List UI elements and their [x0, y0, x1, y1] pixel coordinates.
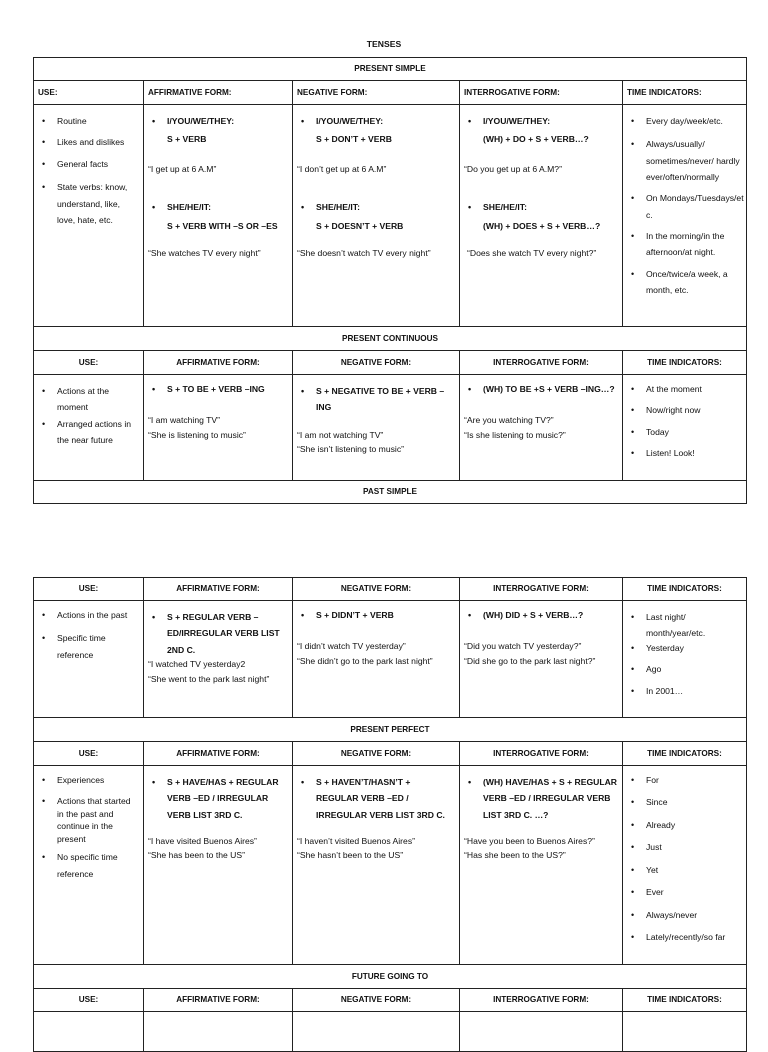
present-perfect-interrogative-cell	[460, 766, 623, 965]
present-continuous-use-cell	[34, 375, 144, 481]
past-simple-negative-cell	[293, 601, 460, 718]
future-going-to-affirmative-cell	[144, 1012, 293, 1052]
example-sentence: “She doesn’t watch TV every night”	[297, 248, 431, 259]
subject-label: • I/YOU/WE/THEY:	[464, 115, 618, 127]
page-title: TENSES	[366, 39, 402, 49]
list-item: • Actions at the moment	[38, 383, 139, 416]
present-perfect-use-cell	[34, 766, 144, 965]
header-time-indicators: TIME INDICATORS:	[623, 81, 747, 105]
present-continuous-interrogative-cell	[460, 375, 623, 481]
header-interrogative: INTERROGATIVE FORM:	[460, 989, 623, 1012]
list-item: • Actions in the past	[38, 609, 139, 621]
present-simple-affirmative-cell	[144, 105, 293, 327]
list-item: • Since	[627, 796, 742, 808]
future-going-to-interrogative-cell	[460, 1012, 623, 1052]
form-formula: • S + NEGATIVE TO BE + VERB –ING	[297, 383, 455, 416]
past-simple-use-cell	[34, 601, 144, 718]
example-sentence: “I am watching TV”	[148, 415, 220, 426]
header-affirmative: AFFIRMATIVE FORM:	[144, 351, 293, 375]
section-present-simple: PRESENT SIMPLE	[34, 58, 747, 81]
example-sentence: “She is listening to music”	[148, 429, 246, 440]
section-past-simple: PAST SIMPLE	[34, 481, 747, 504]
form-formula: S + VERB WITH –S OR –ES	[167, 220, 278, 231]
header-time-indicators: TIME INDICATORS:	[623, 742, 747, 766]
list-item: • Lately/recently/so far	[627, 931, 742, 943]
example-sentence: “Did you watch TV yesterday?”	[464, 641, 582, 652]
list-item: • Always/never	[627, 909, 742, 921]
list-item: • General facts	[38, 158, 139, 170]
present-simple-interrogative-cell	[460, 105, 623, 327]
example-sentence: “She isn’t listening to music”	[297, 444, 404, 455]
header-negative: NEGATIVE FORM:	[293, 81, 460, 105]
list-item: • Listen! Look!	[627, 447, 742, 459]
example-sentence: “Are you watching TV?”	[464, 415, 554, 426]
example-sentence: “I get up at 6 A.M”	[148, 163, 217, 174]
list-item: • For	[627, 774, 742, 786]
header-use: USE:	[34, 742, 144, 766]
header-negative: NEGATIVE FORM:	[293, 989, 460, 1012]
future-going-to-use-cell	[34, 1012, 144, 1052]
example-sentence: “She has been to the US”	[148, 850, 245, 861]
list-item: • Yet	[627, 864, 742, 876]
form-formula: • (WH) DID + S + VERB…?	[464, 609, 618, 621]
form-formula: • S + REGULAR VERB –ED/IRREGULAR VERB LIST 2ND C.	[148, 609, 288, 658]
list-item: • Always/usually/ sometimes/never/ hardly ever/often/normally	[627, 136, 744, 185]
list-item: • Likes and dislikes	[38, 136, 139, 148]
form-formula: S + DON’T + VERB	[316, 134, 392, 145]
example-sentence: “Do you get up at 6 A.M?”	[464, 163, 562, 174]
subject-label: • SHE/HE/IT:	[464, 201, 618, 213]
list-item: • Ago	[627, 663, 742, 675]
list-item: • Now/right now	[627, 404, 742, 416]
list-item: • At the moment	[627, 383, 742, 395]
header-negative: NEGATIVE FORM:	[293, 742, 460, 766]
present-simple-negative-cell	[293, 105, 460, 327]
past-simple-affirmative-cell	[144, 601, 293, 718]
list-item: • Routine	[38, 115, 139, 127]
tenses-table-2	[33, 577, 747, 1052]
form-formula: (WH) + DOES + S + VERB…?	[483, 220, 601, 231]
header-time-indicators: TIME INDICATORS:	[623, 351, 747, 375]
list-item: • On Mondays/Tuesdays/etc.	[627, 190, 744, 223]
list-item: • In 2001…	[627, 685, 742, 697]
subject-label: • SHE/HE/IT:	[297, 201, 455, 213]
header-interrogative: INTERROGATIVE FORM:	[460, 578, 623, 601]
header-time-indicators: TIME INDICATORS:	[623, 989, 747, 1012]
list-item: • State verbs: know, understand, like, love, hate, etc.	[38, 179, 139, 228]
present-continuous-affirmative-cell	[144, 375, 293, 481]
form-formula: S + VERB	[167, 134, 207, 145]
list-item: • No specific time reference	[38, 849, 139, 882]
future-going-to-time-cell	[623, 1012, 747, 1052]
present-perfect-negative-cell	[293, 766, 460, 965]
list-item: • Once/twice/a week, a month, etc.	[627, 266, 744, 299]
header-affirmative: AFFIRMATIVE FORM:	[144, 989, 293, 1012]
list-item: • Experiences	[38, 774, 139, 786]
future-going-to-negative-cell	[293, 1012, 460, 1052]
header-affirmative: AFFIRMATIVE FORM:	[144, 742, 293, 766]
present-simple-time-cell	[623, 105, 747, 327]
header-interrogative: INTERROGATIVE FORM:	[460, 351, 623, 375]
subject-label: • I/YOU/WE/THEY:	[148, 115, 288, 127]
form-formula: S + DOESN’T + VERB	[316, 220, 404, 231]
header-use: USE:	[34, 81, 144, 105]
list-item: • Today	[627, 426, 742, 438]
example-sentence: “Did she go to the park last night?”	[464, 655, 596, 666]
example-sentence: “She didn’t go to the park last night”	[297, 655, 433, 666]
example-sentence: “She hasn’t been to the US”	[297, 850, 404, 861]
list-item: • Actions that started in the past and continue in the present	[38, 795, 139, 845]
present-continuous-time-cell	[623, 375, 747, 481]
example-sentence: “Has she been to the US?”	[464, 850, 566, 861]
example-sentence: “Does she watch TV every night?”	[467, 248, 597, 259]
example-sentence: “I haven’t visited Buenos Aires”	[297, 835, 415, 846]
header-use: USE:	[34, 989, 144, 1012]
list-item: • Ever	[627, 886, 742, 898]
list-item: • Every day/week/etc.	[627, 115, 744, 127]
list-item: • Arranged actions in the near future	[38, 416, 139, 449]
past-simple-interrogative-cell	[460, 601, 623, 718]
section-present-continuous: PRESENT CONTINUOUS	[34, 327, 747, 351]
example-sentence: “I have visited Buenos Aires”	[148, 835, 257, 846]
list-item: • Last night/ month/year/etc.	[627, 609, 742, 642]
header-interrogative: INTERROGATIVE FORM:	[460, 81, 623, 105]
tenses-table-1	[33, 57, 747, 504]
form-formula: • (WH) TO BE +S + VERB –ING…?	[464, 383, 618, 395]
example-sentence: “She watches TV every night”	[148, 248, 261, 259]
example-sentence: “Have you been to Buenos Aires?”	[464, 835, 595, 846]
example-sentence: “She went to the park last night”	[148, 674, 270, 685]
example-sentence: “I didn’t watch TV yesterday”	[297, 641, 406, 652]
form-formula: • S + HAVE/HAS + REGULAR VERB –ED / IRREGULAR VERB LIST 3RD C.	[148, 774, 288, 823]
section-future-going-to: FUTURE GOING TO	[34, 965, 747, 989]
list-item: • In the morning/in the afternoon/at night.	[627, 228, 744, 261]
form-formula: • S + HAVEN’T/HASN’T + REGULAR VERB –ED / IRREGULAR VERB LIST 3RD C.	[297, 774, 455, 823]
header-affirmative: AFFIRMATIVE FORM:	[144, 578, 293, 601]
example-sentence: “I am not watching TV”	[297, 429, 384, 440]
header-interrogative: INTERROGATIVE FORM:	[460, 742, 623, 766]
past-simple-time-cell	[623, 601, 747, 718]
list-item: • Yesterday	[627, 642, 742, 654]
list-item: • Just	[627, 841, 742, 853]
header-use: USE:	[34, 578, 144, 601]
present-simple-use-cell	[34, 105, 144, 327]
section-present-perfect: PRESENT PERFECT	[34, 718, 747, 742]
present-perfect-affirmative-cell	[144, 766, 293, 965]
present-continuous-negative-cell	[293, 375, 460, 481]
example-sentence: “I watched TV yesterday2	[148, 658, 246, 669]
form-formula: (WH) + DO + S + VERB…?	[483, 134, 589, 145]
form-formula: • (WH) HAVE/HAS + S + REGULAR VERB –ED / IRREGULAR VERB LIST 3RD C. …?	[464, 774, 618, 823]
form-formula: • S + DIDN’T + VERB	[297, 609, 455, 621]
example-sentence: “Is she listening to music?”	[464, 429, 566, 440]
list-item: • Specific time reference	[38, 630, 139, 663]
subject-label: • SHE/HE/IT:	[148, 201, 288, 213]
form-formula: • S + TO BE + VERB –ING	[148, 383, 288, 395]
header-affirmative: AFFIRMATIVE FORM:	[144, 81, 293, 105]
header-time-indicators: TIME INDICATORS:	[623, 578, 747, 601]
present-perfect-time-cell	[623, 766, 747, 965]
header-negative: NEGATIVE FORM:	[293, 351, 460, 375]
example-sentence: “I don’t get up at 6 A.M”	[297, 163, 387, 174]
header-negative: NEGATIVE FORM:	[293, 578, 460, 601]
subject-label: • I/YOU/WE/THEY:	[297, 115, 455, 127]
header-use: USE:	[34, 351, 144, 375]
list-item: • Already	[627, 819, 742, 831]
